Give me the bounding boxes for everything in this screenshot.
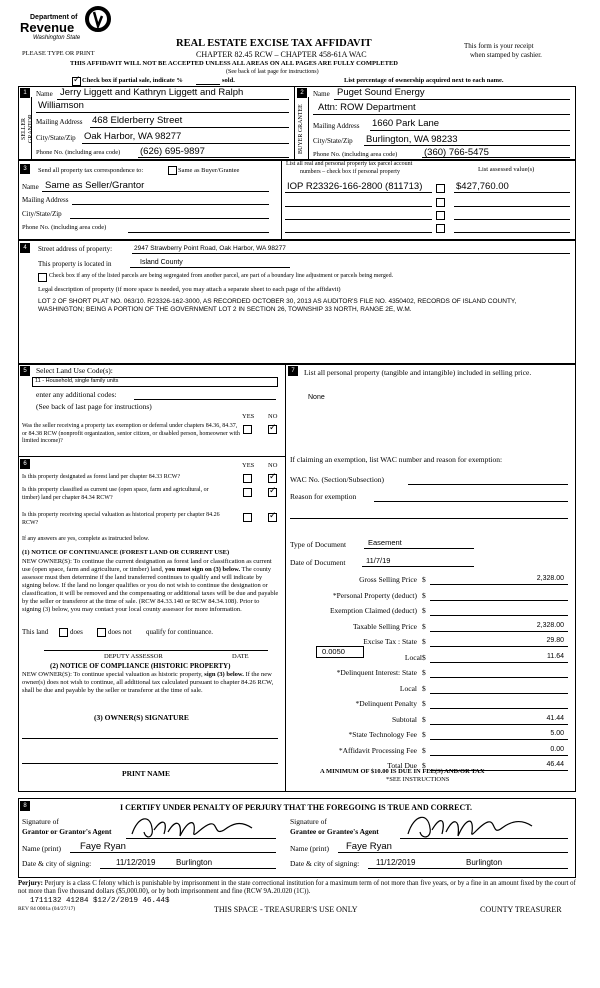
fee-value-10[interactable]: 5.00: [550, 730, 564, 737]
notice-1-body: NEW OWNER(S): To continue the current designation as forest land or classification as current use (open space, farm and agriculture, or timber) land, you must sign on (3) below. The county assessor must then determine if the land transferred continues to qualify and will indicate by signing below. If the land no longer qualifies or you do not wish to continue the designation or classification, it will be removed and the compensating or additional taxes will be due and payable by the seller or transferor at the time of sale. (RCW 84.33.140 or RCW 84.34.108). Prior to signing (3) below, you may contact your local county assessor for more information.: [22, 558, 279, 613]
fee-dollar-11: $: [422, 746, 426, 755]
grantee-name-value[interactable]: Faye Ryan: [346, 841, 392, 852]
forest-no-checkbox[interactable]: [268, 474, 277, 483]
fee-value-11[interactable]: 0.00: [550, 746, 564, 753]
notice-2-body: NEW OWNER(S): To continue special valuation as historic property, sign (3) below. If the new owner(s) does not wish to continue, all additional tax calculated pursuant to chapter 84.26 RCW, shall be due and payable by the seller or transferor at the time of sale.: [22, 671, 274, 694]
fee-dollar-5: $: [422, 653, 426, 662]
fee-label-3: Taxable Selling Price: [352, 622, 417, 631]
deputy-date-label: DATE: [232, 653, 249, 660]
fee-label-0: Gross Selling Price: [359, 575, 417, 584]
print-name-label: PRINT NAME: [122, 769, 170, 778]
grantor-agent-label: Grantor or Grantor's Agent: [22, 827, 112, 836]
land-use-select[interactable]: [32, 377, 278, 387]
seller-name-label: Name: [36, 90, 53, 98]
section-4-badge: 4: [20, 243, 30, 253]
correspondence-label: Send all property tax correspondence to:: [38, 167, 144, 174]
fee-label-1: *Personal Property (deduct): [332, 591, 417, 600]
exemption-no-checkbox[interactable]: [268, 425, 277, 434]
fee-dollar-1: $: [422, 591, 426, 600]
doc-date-value[interactable]: 11/7/19: [366, 556, 391, 565]
buyer-name-label: Name: [313, 90, 330, 98]
yes-header-5: YES: [242, 413, 255, 420]
personal-property-label: List all personal property (tangible and intangible) included in selling price.: [304, 368, 532, 377]
owner-signature-label: (3) OWNER(S) SIGNATURE: [94, 713, 189, 722]
corr-phone-label: Phone No. (including area code): [22, 224, 107, 231]
local-rate-value: 0.0050: [322, 647, 345, 656]
wac-label: WAC No. (Section/Subsection): [290, 475, 384, 484]
seller-name-value-2[interactable]: Williamson: [38, 100, 84, 111]
section-6-badge: 6: [20, 459, 30, 469]
fee-label-4: Excise Tax : State: [363, 637, 417, 646]
rev-number: REV 84 0001a (04/27/17): [18, 906, 76, 912]
exemption-yes-checkbox[interactable]: [243, 425, 252, 434]
grantor-name-value[interactable]: Faye Ryan: [80, 841, 126, 852]
treasurer-stamp: 1711132 41284 $12/2/2019 46.44$: [30, 897, 170, 905]
current-use-no-checkbox[interactable]: [268, 488, 277, 497]
local-rate-box[interactable]: [316, 646, 364, 658]
personal-property-checkbox-1[interactable]: [436, 184, 445, 193]
percentage-label: List percentage of ownership acquired next to each name.: [344, 77, 504, 84]
same-as-buyer-label: Same as Buyer/Grantee: [178, 167, 240, 174]
does-not-label: does not: [108, 628, 132, 636]
seller-phone-label: Phone No. (including area code): [36, 149, 121, 156]
buyer-city-value[interactable]: Burlington, WA 98233: [366, 134, 458, 145]
current-use-yes-checkbox[interactable]: [243, 488, 252, 497]
no-header-6: NO: [268, 462, 278, 469]
notice-2-title: (2) NOTICE OF COMPLIANCE (HISTORIC PROPERTY): [50, 662, 231, 670]
segregated-checkbox[interactable]: [38, 273, 47, 282]
section-1-badge: 1: [20, 88, 30, 98]
fee-dollar-4: $: [422, 637, 426, 646]
seller-city-value[interactable]: Oak Harbor, WA 98277: [84, 131, 182, 142]
grantee-name-label: Name (print): [290, 844, 329, 853]
fee-label-9: Subtotal: [391, 715, 417, 724]
assessed-1-value[interactable]: $427,760.00: [456, 181, 509, 192]
exemption-question: Was the seller receiving a property tax exemption or deferral under chapters 84.36, 84.37, or 84.38 RCW (nonprofit organization, senior citizen, or disabled person, homeowner with limited income)?: [22, 423, 240, 444]
corr-mailing-label: Mailing Address: [22, 196, 69, 204]
corr-name-label: Name: [22, 183, 39, 191]
historical-yes-checkbox[interactable]: [243, 513, 252, 522]
form-title: REAL ESTATE EXCISE TAX AFFIDAVIT: [176, 38, 372, 49]
parcel-header-1: List all real and personal property tax parcel account: [286, 161, 413, 167]
grantee-date-label: Date & city of signing:: [290, 859, 360, 868]
section-2-badge: 2: [297, 88, 307, 98]
seller-phone-value[interactable]: (626) 695-9897: [140, 146, 205, 157]
fee-value-0[interactable]: 2,328.00: [536, 575, 564, 582]
grantor-city-value[interactable]: Burlington: [176, 858, 213, 867]
forest-yes-checkbox[interactable]: [243, 474, 252, 483]
doc-type-value[interactable]: Easement: [368, 538, 402, 547]
receipt-note-2: when stamped by cashier.: [470, 51, 542, 59]
qualify-label: qualify for continuance.: [146, 628, 214, 636]
personal-property-checkbox-2[interactable]: [436, 198, 445, 207]
fee-label-12: Total Due: [387, 761, 417, 770]
fee-label-10: *State Technology Fee: [348, 730, 417, 739]
sold-label: sold.: [222, 77, 235, 84]
seller-name-value[interactable]: Jerry Liggett and Kathryn Liggett and Ralph: [60, 87, 244, 98]
seller-mailing-label: Mailing Address: [36, 118, 83, 126]
fee-value-12[interactable]: 46.44: [546, 761, 564, 768]
reason-label: Reason for exemption: [290, 492, 357, 501]
treasurer-space-label: THIS SPACE - TREASURER'S USE ONLY: [214, 905, 358, 914]
section-8-badge: 8: [20, 801, 30, 811]
buyer-name-value[interactable]: Puget Sound Energy: [337, 87, 425, 98]
logo-line-2: Revenue: [20, 20, 75, 35]
fee-value-3[interactable]: 2,328.00: [536, 622, 564, 629]
grantee-sig-of: Signature of: [290, 817, 327, 826]
corr-name-value[interactable]: Same as Seller/Grantor: [45, 180, 145, 191]
parcel-1-value[interactable]: IOP R23326-166-2800 (811713): [287, 181, 423, 192]
fee-dollar-12: $: [422, 761, 426, 770]
grantor-date-label: Date & city of signing:: [22, 859, 92, 868]
historical-no-checkbox[interactable]: [268, 513, 277, 522]
section-5-badge: 5: [20, 366, 30, 376]
street-value[interactable]: 2947 Strawberry Point Road, Oak Harbor, WA 98277: [134, 245, 286, 252]
additional-codes-label: enter any additional codes:: [36, 390, 117, 399]
fee-label-5: Local: [404, 653, 422, 662]
historical-question: Is this property receiving special valuation as historical property per chapter 84.26 RCW?: [22, 512, 220, 526]
exemption-claim-label: If claiming an exemption, list WAC number and reason for exemption:: [290, 455, 503, 464]
located-value[interactable]: Island County: [140, 259, 183, 266]
section-7-badge: 7: [288, 366, 298, 376]
perjury-note: Perjury: Perjury is a class C felony which is punishable by imprisonment in the state correctional institution for a maximum term of not more than five years, or by a fine in an amount fixed by the court of not more than five thousand dollars ($5,000.00), or by both imprisonment and fine (RCW 9A.20.020 (1C)).: [18, 880, 576, 896]
buyer-city-label: City/State/Zip: [313, 137, 353, 145]
fee-label-6: *Delinquent Interest: State: [336, 668, 417, 677]
legal-description[interactable]: LOT 2 OF SHORT PLAT NO. 063/10. R23326-162-3000, AS RECORDED OCTOBER 30, 2013 AS AUDITOR'S FILE NO. 4350402, RECORDS OF ISLAND COUNTY, WASHINGTON; BEING A PORTION OF THE GOVERNMENT LOT 2 IN SECTION 26, TOWNSHIP 33 NORTH, RANGE 2E, W.M.: [38, 298, 517, 314]
does-checkbox[interactable]: [59, 628, 68, 637]
grantee-city-value[interactable]: Burlington: [466, 858, 503, 867]
fee-label-11: *Affidavit Processing Fee: [338, 746, 417, 755]
personal-property-checkbox-3[interactable]: [436, 211, 445, 220]
buyer-grantee-label: BUYER GRANTEE: [298, 104, 304, 154]
located-label: This property is located in: [38, 260, 112, 268]
doc-type-label: Type of Document: [290, 540, 347, 549]
doc-date-label: Date of Document: [290, 558, 346, 567]
forest-land-question: Is this property designated as forest land per chapter 84.33 RCW?: [22, 474, 181, 480]
personal-property-value[interactable]: None: [308, 394, 325, 401]
buyer-mailing-label: Mailing Address: [313, 122, 360, 130]
form-warning: THIS AFFIDAVIT WILL NOT BE ACCEPTED UNLESS ALL AREAS ON ALL PAGES ARE FULLY COMPLETED: [70, 60, 398, 67]
logo-line-3: Washington State: [33, 35, 81, 41]
form-subtitle: CHAPTER 82.45 RCW – CHAPTER 458-61A WAC: [196, 50, 367, 59]
seller-city-label: City/State/Zip: [36, 134, 76, 142]
see-back-5: (See back of last page for instructions): [36, 402, 152, 411]
notice-1-title: (1) NOTICE OF CONTINUANCE (FOREST LAND OR CURRENT USE): [22, 549, 230, 556]
type-or-print: PLEASE TYPE OR PRINT: [22, 50, 95, 57]
grantor-sig-of: Signature of: [22, 817, 59, 826]
fee-dollar-6: $: [422, 668, 426, 677]
yes-header-6: YES: [242, 462, 255, 469]
no-header-5: NO: [268, 413, 278, 420]
fee-dollar-2: $: [422, 606, 426, 615]
land-use-label: Select Land Use Code(s):: [36, 366, 113, 375]
any-yes-note: If any answers are yes, complete as instructed below.: [22, 536, 150, 542]
land-use-value: 11 - Household, single family units: [35, 378, 119, 384]
same-as-buyer-checkbox[interactable]: [168, 166, 177, 175]
fee-value-5[interactable]: 11.64: [547, 653, 564, 660]
fee-label-7: Local: [399, 684, 417, 693]
grantee-date-value[interactable]: 11/12/2019: [376, 858, 416, 867]
corr-city-label: City/State/Zip: [22, 210, 62, 218]
grantor-date-value[interactable]: 11/12/2019: [116, 858, 156, 867]
segregated-label: Check box if any of the listed parcels are being segregated from another parcel, are part of a boundary line adjustment or parcels being merged.: [49, 273, 394, 279]
partial-sale-label: Check box if partial sale, indicate %: [82, 77, 183, 84]
minimum-note: A MINIMUM OF $10.00 IS DUE IN FEE(S) AND/OR TAX: [320, 768, 485, 775]
seller-mailing-value[interactable]: 468 Elderberry Street: [92, 115, 183, 126]
fee-label-8: *Delinquent Penalty: [355, 699, 417, 708]
does-label: does: [70, 628, 83, 636]
seller-grantor-label: SELLER GRANTOR: [21, 114, 34, 144]
partial-sale-checkbox[interactable]: [72, 77, 81, 86]
does-not-checkbox[interactable]: [97, 628, 106, 637]
see-instructions-note: *SEE INSTRUCTIONS: [386, 776, 450, 783]
fee-value-4[interactable]: 29.80: [546, 637, 564, 644]
street-label: Street address of property:: [38, 245, 113, 253]
assessed-header: List assessed value(s): [478, 166, 535, 173]
buyer-mailing-value[interactable]: 1660 Park Lane: [372, 118, 440, 129]
fee-label-2: Exemption Claimed (deduct): [329, 606, 417, 615]
logo-swoosh-icon: [84, 6, 112, 32]
parcel-header-2: numbers – check box if personal property: [300, 169, 400, 175]
buyer-phone-value[interactable]: (360) 766-5475: [424, 147, 489, 158]
fee-dollar-10: $: [422, 730, 426, 739]
grantor-name-label: Name (print): [22, 844, 61, 853]
grantee-agent-label: Grantee or Grantee's Agent: [290, 827, 379, 836]
fee-dollar-3: $: [422, 622, 426, 631]
this-land-label: This land: [22, 628, 49, 636]
buyer-phone-label: Phone No. (including area code): [313, 151, 398, 158]
receipt-note-1: This form is your receipt: [464, 42, 534, 50]
buyer-name-value-2[interactable]: Attn: ROW Department: [318, 102, 416, 113]
personal-property-checkbox-4[interactable]: [436, 224, 445, 233]
fee-dollar-8: $: [422, 699, 426, 708]
logo-line-1: Department of: [30, 14, 78, 21]
fee-dollar-7: $: [422, 684, 426, 693]
fee-dollar-9: $: [422, 715, 426, 724]
section-3-badge: 3: [20, 164, 30, 174]
legal-label: Legal description of property (if more space is needed, you may attach a separate sheet to each page of the affidavit): [38, 286, 341, 293]
fee-dollar-0: $: [422, 575, 426, 584]
certify-statement: I CERTIFY UNDER PENALTY OF PERJURY THAT THE FOREGOING IS TRUE AND CORRECT.: [120, 803, 473, 812]
deputy-assessor-label: DEPUTY ASSESSOR: [104, 653, 163, 660]
county-treasurer-label: COUNTY TREASURER: [480, 905, 562, 914]
see-back-note: (See back of last page for instructions): [226, 69, 319, 75]
fee-value-9[interactable]: 41.44: [546, 715, 564, 722]
current-use-question: Is this property classified as current use (open space, farm and agricultural, or timber) land per chapter 84.34 RCW?: [22, 487, 209, 501]
